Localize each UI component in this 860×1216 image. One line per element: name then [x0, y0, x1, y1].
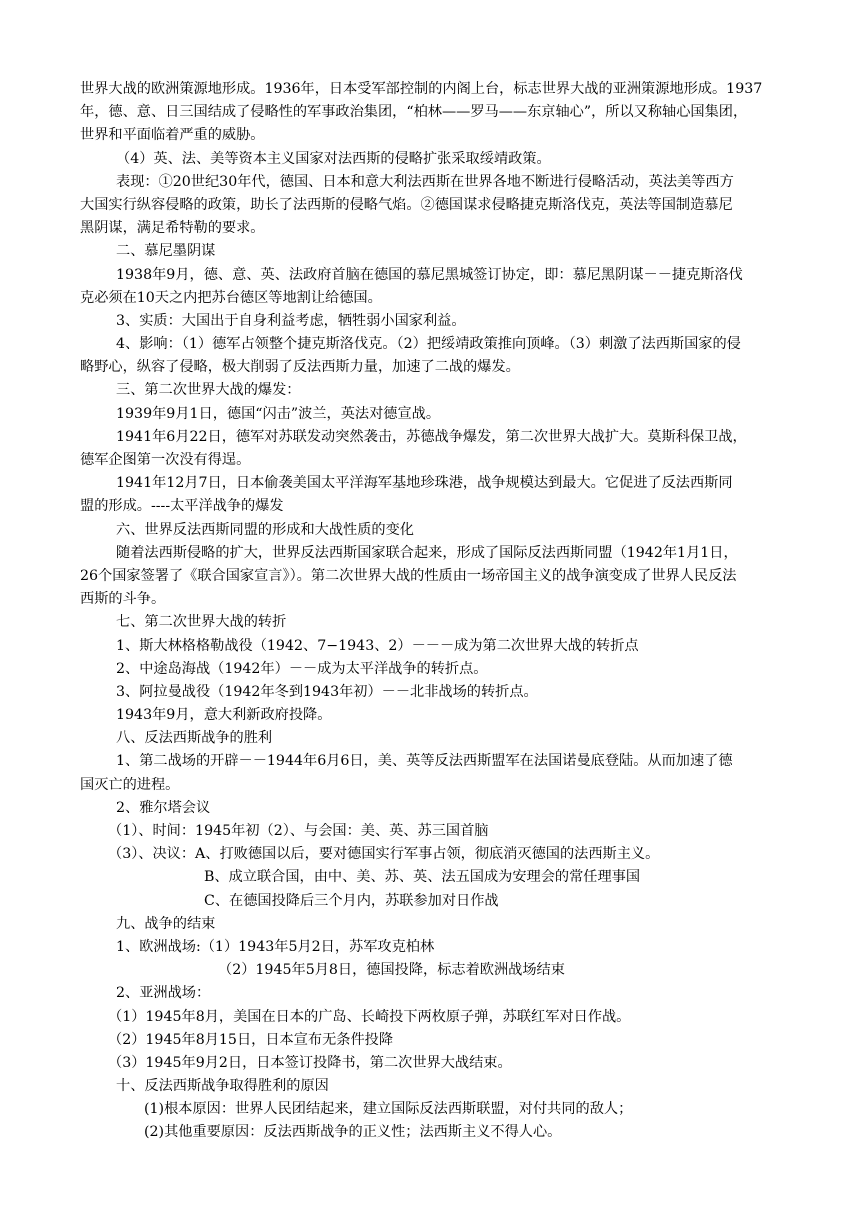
text-line: 1939年9月1日，德国“闪击”波兰，英法对德宣战。 — [116, 405, 441, 422]
text-line: 德军企图第一次没有得逞。 — [80, 452, 251, 468]
text-line: 2、亚洲战场： — [116, 985, 211, 1002]
text-line: 1、欧洲战场:（1）1943年5月2日，苏军攻克柏林 — [116, 938, 435, 955]
text-line: 3、实质：大国出于自身利益考虑，牺牲弱小国家利益。 — [116, 312, 466, 329]
text-line: 1938年9月，德、意、英、法政府首脑在德国的慕尼黑城签订协定，即：慕尼黑阴谋－－捷克斯洛伐 — [116, 266, 743, 283]
text-line: 26个国家签署了《联合国家宣言》）。第二次世界大战的性质由一场帝国主义的战争演变成了世界人民反法 — [80, 567, 737, 584]
text-line: （2）1945年8月15日，日本宣布无条件投降 — [108, 1031, 394, 1048]
text-line: 1941年12月7日，日本偷袭美国太平洋海军基地珍珠港，战争规模达到最大。它促进了反法西斯同 — [116, 475, 733, 492]
text-line: 4、影响：（1）德军占领整个捷克斯洛伐克。（2）把绥靖政策推向顶峰。（3）刺激了法西斯国家的侵 — [116, 336, 741, 353]
text-line: (2)其他重要原因：反法西斯战争的正义性；法西斯主义不得人心。 — [144, 1124, 562, 1141]
text-line: 2、中途岛海战（1942年）－－成为太平洋战争的转折点。 — [116, 660, 488, 677]
text-line: B、成立联合国，由中、美、苏、英、法五国成为安理会的常任理事国 — [204, 869, 641, 886]
text-line: 黑阴谋，满足希特勒的要求。 — [80, 220, 265, 237]
text-line: 1943年9月，意大利新政府投降。 — [116, 707, 332, 724]
text-line: 随着法西斯侵略的扩大，世界反法西斯国家联合起来，形成了国际反法西斯同盟（1942年1月1日， — [116, 544, 738, 561]
text-line: 3、阿拉曼战役（1942年冬到1943年初）－－北非战场的转折点。 — [116, 683, 538, 700]
text-line: 国灭亡的进程。 — [80, 776, 180, 793]
text-line: 1、斯大林格格勒战役（1942、7−1943、2）－－－成为第二次世界大战的转折点 — [116, 637, 639, 654]
text-line: C、在德国投降后三个月内，苏联参加对日作战 — [204, 892, 499, 909]
text-line: 世界大战的欧洲策源地形成。1936年，日本受军部控制的内阁上台，标志世界大战的亚洲策源地形成。1937 — [80, 81, 763, 97]
text-line: 大国实行纵容侵略的政策，助长了法西斯的侵略气焰。②德国谋求侵略捷克斯洛伐克，英法等国制造慕尼 — [80, 196, 733, 213]
text-line: （4）英、法、美等资本主义国家对法西斯的侵略扩张采取绥靖政策。 — [116, 150, 551, 167]
text-line: 1941年6月22日，德军对苏联发动突然袭击，苏德战争爆发，第二次世界大战扩大。莫斯科保卫战， — [116, 428, 747, 445]
text-line: （2）1945年5月8日，德国投降，标志着欧洲战场结束 — [218, 962, 565, 979]
text-line: （1）、时间：1945年初（2）、与会国：美、英、苏三国首脑 — [108, 823, 489, 839]
text-line: 年，德、意、日三国结成了侵略性的军事政治集团，“柏林——罗马——东京轴心”，所以又称轴心国集团， — [80, 104, 748, 121]
text-line: 世界和平面临着严重的威胁。 — [80, 127, 265, 144]
document-body — [0, 78, 860, 1145]
text-line: (1)根本原因：世界人民团结起来，建立国际反法西斯联盟，对付共同的敌人； — [144, 1101, 633, 1118]
text-line: 克必须在10天之内把苏台德区等地割让给德国。 — [80, 289, 382, 306]
text-line: 十、反法西斯战争取得胜利的原因 — [116, 1078, 329, 1095]
text-line: 九、战争的结束 — [116, 915, 216, 932]
text-line: 略野心，纵容了侵略，极大削弱了反法西斯力量，加速了二战的爆发。 — [80, 359, 520, 376]
text-line: 八、反法西斯战争的胜利 — [116, 730, 273, 747]
text-line: （3）、决议：A、打败德国以后，要对德国实行军事占领，彻底消灭德国的法西斯主义。 — [108, 846, 660, 863]
text-line: 盟的形成。----太平洋战争的爆发 — [80, 498, 284, 515]
text-line: 西斯的斗争。 — [80, 591, 166, 608]
text-line: （3）1945年9月2日，日本签订投降书，第二次世界大战结束。 — [108, 1054, 512, 1071]
text-line: 二、慕尼墨阴谋 — [116, 243, 216, 260]
text-line: 表现：①20世纪30年代，德国、日本和意大利法西斯在世界各地不断进行侵略活动，英法美等西方 — [116, 173, 734, 190]
text-line: 三、第二次世界大战的爆发： — [116, 382, 301, 399]
text-line: 六、世界反法西斯同盟的形成和大战性质的变化 — [116, 521, 414, 538]
text-line: （1）1945年8月，美国在日本的广岛、长崎投下两枚原子弹，苏联红军对日作战。 — [108, 1008, 631, 1025]
text-line: 2、雅尔塔会议 — [116, 799, 211, 816]
text-line: 七、第二次世界大战的转折 — [116, 614, 287, 631]
text-line: 1、第二战场的开辟－－1944年6月6日，美、英等反法西斯盟军在法国诺曼底登陆。从而加速了德 — [116, 753, 733, 770]
